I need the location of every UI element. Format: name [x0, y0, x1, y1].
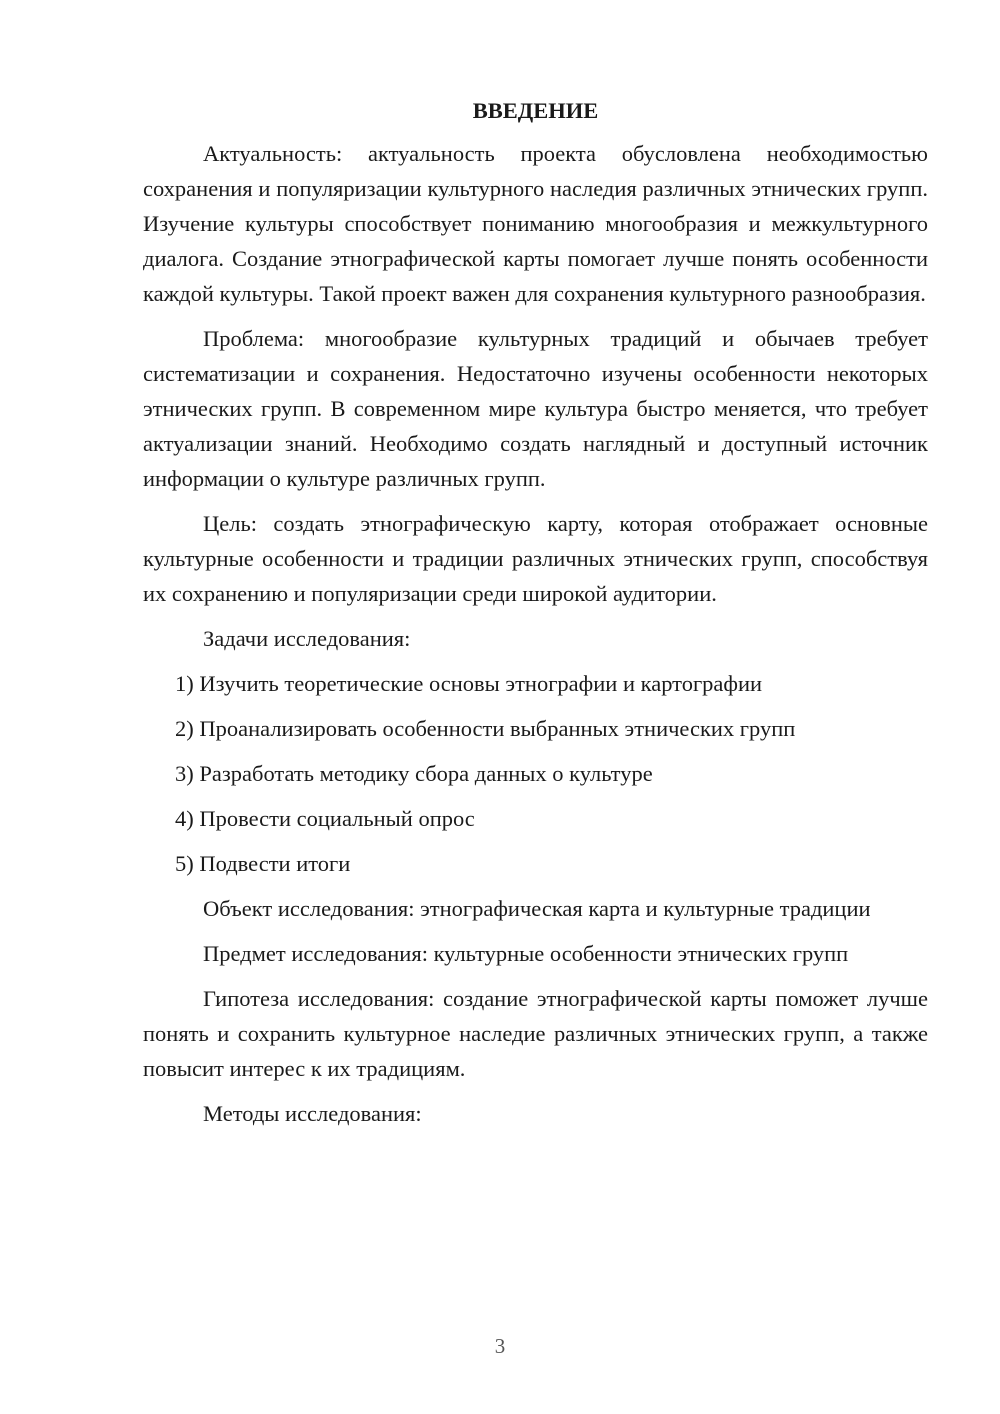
tasks-title: Задачи исследования: [203, 626, 411, 651]
paragraph-subject: Предмет исследования: культурные особенности этнических групп [203, 941, 849, 966]
page-number: 3 [494, 1334, 506, 1358]
list-item: 4) Провести социальный опрос [175, 806, 475, 831]
section-heading: ВВЕДЕНИЕ [472, 98, 599, 123]
methods-title: Методы исследования: [203, 1101, 422, 1126]
page-content [143, 96, 928, 1141]
list-item: 5) Подвести итоги [175, 851, 351, 876]
paragraph-hypothesis: Гипотеза исследования: создание этнографической карты поможет лучше понять и сохранить культурное наследие различных этнических групп, а также повысит интерес к их традициям. [143, 986, 928, 1081]
paragraph-object: Объект исследования: этнографическая карта и культурные традиции [203, 896, 871, 921]
list-item: 3) Разработать методику сбора данных о культуре [175, 761, 653, 786]
paragraph-relevance: Актуальность: актуальность проекта обусловлена необходимостью сохранения и популяризации культурного наследия различных этнических групп. Изучение культуры способствует пониманию многообразия и межкультурного диалога. Создание этнографической карты помогает лучше понять особенности каждой культуры. Такой проект важен для сохранения культурного разнообразия. [143, 141, 928, 306]
paragraph-goal: Цель: создать этнографическую карту, которая отображает основные культурные особенности и традиции различных этнических групп, способствуя их сохранению и популяризации среди широкой аудитории. [143, 511, 928, 606]
list-item: 2) Проанализировать особенности выбранных этнических групп [175, 716, 796, 741]
list-item: 1) Изучить теоретические основы этнографии и картографии [175, 671, 763, 696]
tasks-list [143, 666, 928, 881]
paragraph-problem: Проблема: многообразие культурных традиций и обычаев требует систематизации и сохранения. Недостаточно изучены особенности некоторых этнических групп. В современном мире культура быстро меняется, что требует актуализации знаний. Необходимо создать наглядный и доступный источник информации о культуре различных групп. [143, 326, 928, 491]
